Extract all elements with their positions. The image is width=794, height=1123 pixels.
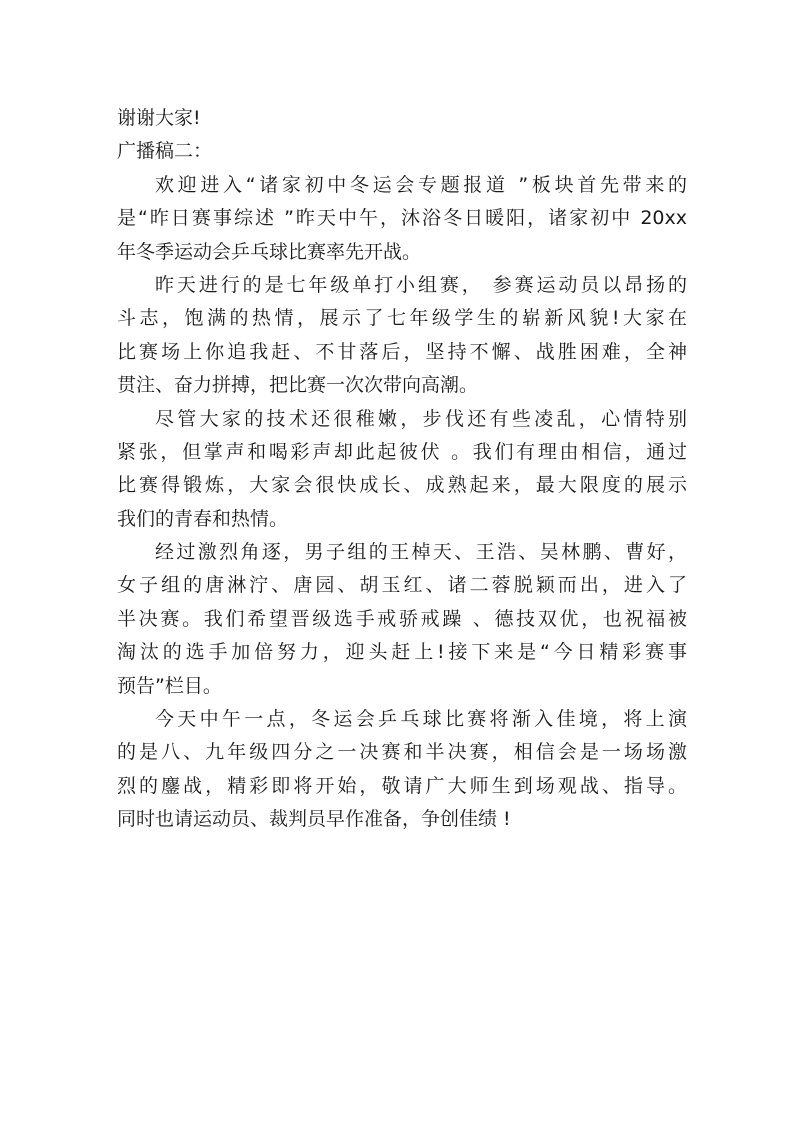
- document-body: [117, 102, 687, 837]
- paragraph-line: 比赛场上你追我赶、不甘落后，坚持不懈、战胜困难，全神: [117, 340, 687, 363]
- paragraph-line: 半决赛。我们希望晋级选手戒骄戒躁 、德技双优，也祝福被: [117, 607, 687, 630]
- paragraph: [117, 536, 687, 703]
- paragraph-line: 贯注、奋力拼搏，把比赛一次次带向高潮。: [117, 374, 479, 397]
- paragraph-line: 比赛得锻炼，大家会很快成长、成熟起来，最大限度的展示: [117, 474, 687, 497]
- paragraph: [117, 269, 687, 403]
- closing-line: 谢谢大家!: [117, 107, 201, 129]
- paragraph-line: 我们的青春和热情。: [117, 507, 289, 530]
- section-heading: 广播稿二：: [117, 140, 213, 163]
- paragraph: [117, 703, 687, 837]
- paragraph-line: 是“昨日赛事综述 ”昨天中午，沐浴冬日暖阳，诸家初中 20xx: [117, 207, 687, 230]
- paragraph-line: 经过激烈角逐，男子组的王棹天、王浩、吴林鹏、曹好，: [155, 541, 687, 564]
- paragraph-line: 昨天进行的是七年级单打小组赛， 参赛运动员以昂扬的: [155, 273, 687, 296]
- paragraph-line: 的是八、九年级四分之一决赛和半决赛，相信会是一场场激: [117, 741, 687, 764]
- paragraph: [117, 169, 687, 269]
- paragraph-line: 欢迎进入“诸家初中冬运会专题报道 ”板块首先带来的: [155, 173, 687, 196]
- paragraph-line: 同时也请运动员、裁判员早作准备，争创佳绩 !: [117, 808, 511, 831]
- paragraph-line: 淘汰的选手加倍努力，迎头赶上!接下来是“今日精彩赛事: [117, 641, 687, 664]
- paragraph-line: 斗志，饱满的热情，展示了七年级学生的崭新风貌!大家在: [117, 307, 687, 330]
- paragraph-line: 紧张，但掌声和喝彩声却此起彼伏 。我们有理由相信，通过: [117, 440, 687, 463]
- paragraph-line: 烈的鏖战，精彩即将开始，敬请广大师生到场观战、指导。: [117, 774, 687, 797]
- paragraph-line: 年冬季运动会乒乓球比赛率先开战。: [117, 240, 422, 263]
- paragraph-line: 女子组的唐淋泞、唐园、胡玉红、诸二蓉脱颖而出，进入了: [117, 574, 687, 597]
- paragraph: [117, 403, 687, 537]
- paragraph-line: 预告”栏目。: [117, 674, 222, 697]
- paragraph-line: 尽管大家的技术还很稚嫩，步伐还有些凌乱，心情特别: [155, 407, 687, 430]
- paragraph-line: 今天中午一点，冬运会乒乓球比赛将渐入佳境，将上演: [155, 708, 687, 731]
